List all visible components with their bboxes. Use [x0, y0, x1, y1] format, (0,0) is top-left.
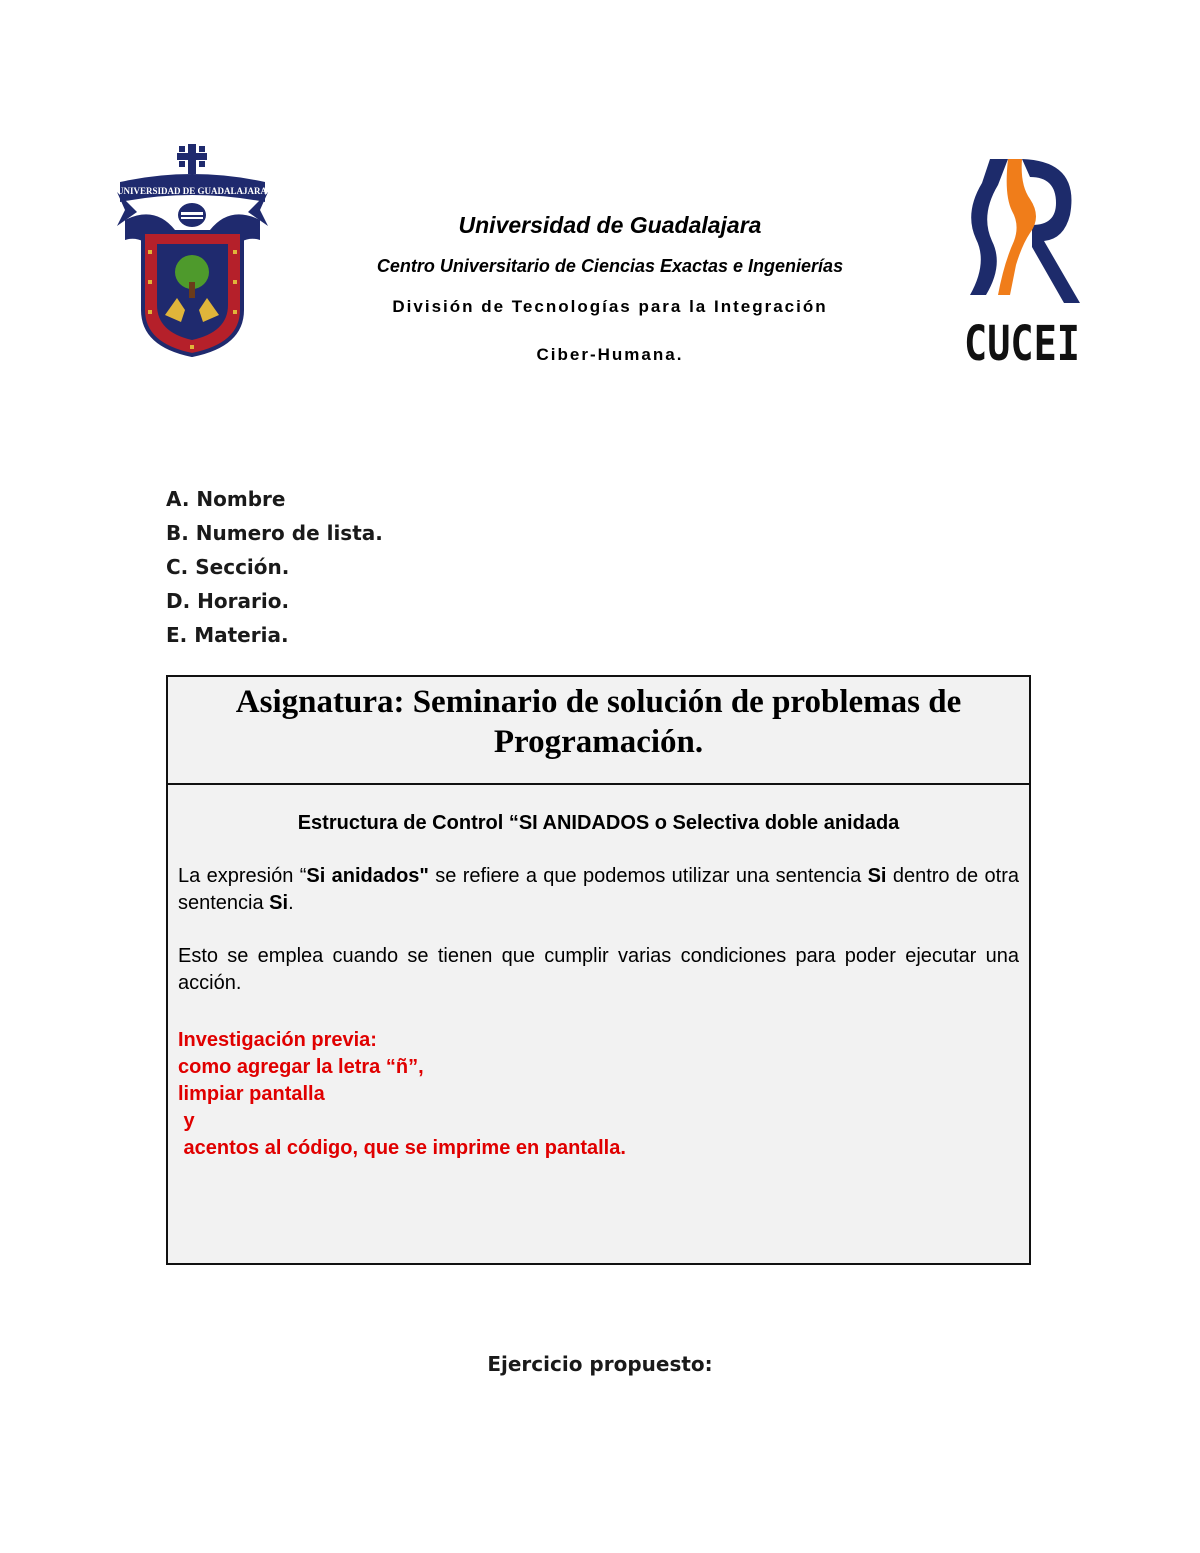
- field-numero-lista: B. Numero de lista.: [166, 521, 383, 545]
- research-line: como agregar la letra “ñ”,: [178, 1056, 424, 1078]
- division-title-cont: Ciber-Humana.: [536, 345, 684, 364]
- field-horario: D. Horario.: [166, 589, 290, 613]
- field-nombre: A. Nombre: [166, 487, 286, 511]
- research-line: Investigación previa:: [178, 1029, 377, 1051]
- usage-paragraph: Esto se emplea cuando se tienen que cumplir varias condiciones para poder ejecutar una acción.: [178, 945, 1019, 994]
- division-title: División de Tecnologías para la Integración: [392, 297, 828, 316]
- research-block: [178, 1027, 1019, 1162]
- research-line: y: [178, 1110, 195, 1132]
- research-line: acentos al código, que se imprime en pantalla.: [178, 1137, 626, 1159]
- nested-if-paragraph: La expresión “Si anidados" se refiere a que podemos utilizar una sentencia Si dentro de otra sentencia Si.: [178, 865, 1019, 914]
- assignment-box-body: [178, 785, 1019, 1162]
- field-seccion: C. Sección.: [166, 555, 290, 579]
- center-title: Centro Universitario de Ciencias Exactas e Ingenierías: [376, 256, 844, 276]
- control-structure-title: Estructura de Control “SI ANIDADOS o Selectiva doble anidada: [297, 812, 900, 834]
- research-line: limpiar pantalla: [178, 1083, 325, 1105]
- cucei-logo: [960, 155, 1085, 370]
- assignment-box: [166, 675, 1031, 1265]
- subject-title: Asignatura: Seminario de solución de problemas de Programación.: [235, 684, 962, 760]
- field-materia: E. Materia.: [166, 623, 289, 647]
- student-fields-list: [166, 482, 383, 652]
- udg-banner-text: UNIVERSIDAD DE GUADALAJARA: [116, 186, 268, 196]
- university-title: Universidad de Guadalajara: [458, 212, 762, 238]
- assignment-box-header: [168, 677, 1029, 785]
- udg-logo: [115, 140, 270, 360]
- cross-icon: [177, 144, 207, 174]
- exercise-title: Ejercicio propuesto:: [487, 1352, 713, 1376]
- cucei-logo-text: CUCEI: [964, 316, 1080, 372]
